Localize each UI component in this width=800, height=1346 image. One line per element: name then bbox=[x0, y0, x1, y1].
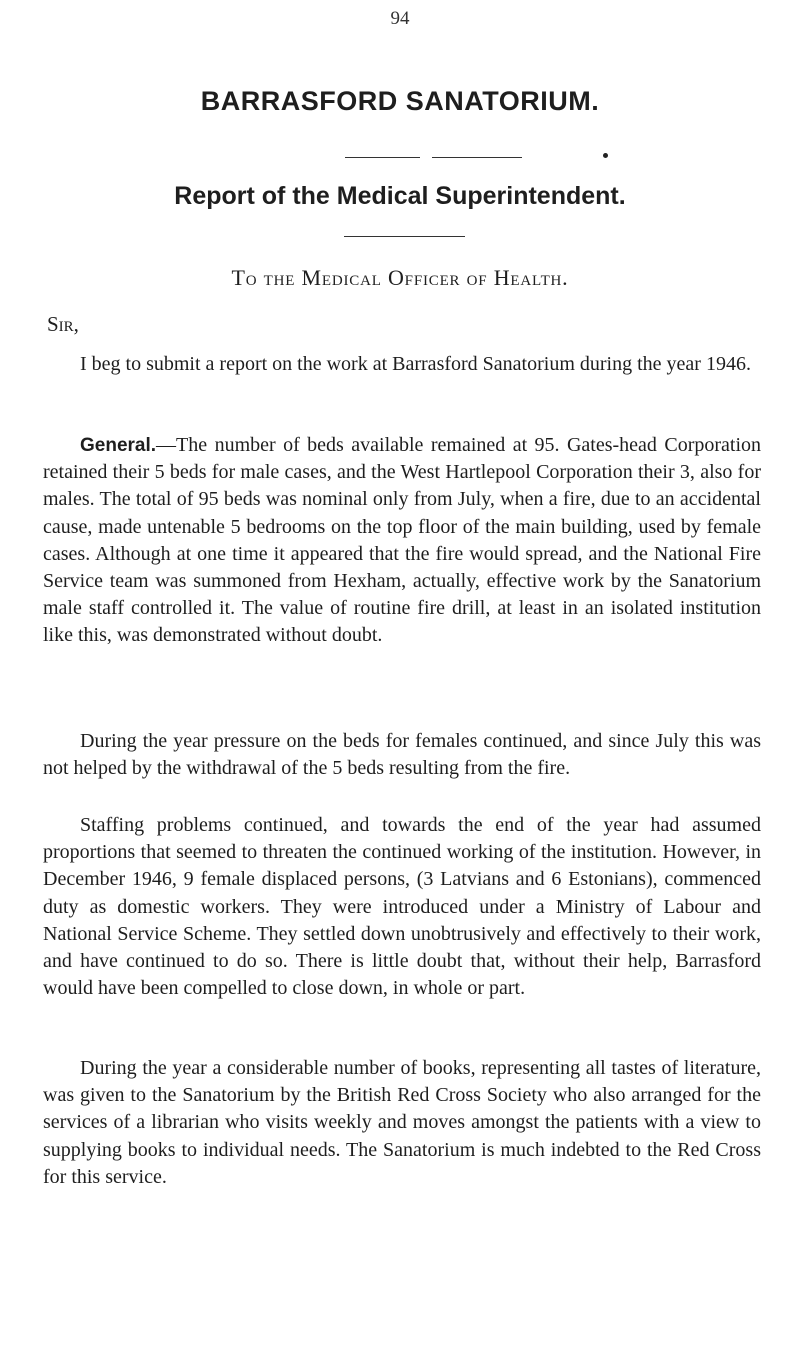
report-subtitle: Report of the Medical Superintendent. bbox=[174, 182, 626, 210]
divider-dot bbox=[603, 153, 608, 158]
page-number: 94 bbox=[390, 8, 410, 29]
title-divider bbox=[345, 157, 420, 158]
bed-pressure-paragraph: During the year pressure on the beds for females continued, and since July this was not helped by the withdrawal of the 5 beds resulting from the fire. bbox=[43, 730, 761, 780]
salutation: Sir, bbox=[47, 312, 79, 336]
general-body: —The number of beds available remained at 95. Gates-head Corporation retained their 5 beds for male cases, and the West Hartlepool Corporation their 3, also for males. The total of 95 beds was nominal only from July, when a fire, due to an accidental cause, made untenable 5 bedrooms on the top floor of the main building, used by female cases. Although at one time it appeared that the fire would spread, and the National Fire Service team was summoned from Hexham, actually, effective work by the Sanatorium male staff controlled it. The value of routine fire drill, at least in an isolated institution like this, was demonstrated without doubt. bbox=[43, 434, 761, 647]
general-paragraph bbox=[43, 432, 761, 650]
addressee-line: To the Medical Officer of Health. bbox=[231, 265, 569, 290]
document-title: BARRASFORD SANATORIUM. bbox=[200, 86, 600, 116]
intro-paragraph: I beg to submit a report on the work at Barrasford Sanatorium during the year 1946. bbox=[80, 353, 751, 375]
subtitle-divider bbox=[344, 236, 465, 237]
general-heading: General. bbox=[80, 435, 157, 456]
staffing-paragraph: Staffing problems continued, and towards the end of the year had assumed proportions that seemed to threaten the continued working of the institution. However, in December 1946, 9 female displaced persons, (3 Latvians and 6 Estonians), commenced duty as domestic workers. They were introduced under a Ministry of Labour and National Service Scheme. They settled down unobtrusively and effectively to their work, and have continued to do so. There is little doubt that, without their help, Barrasford would have been compelled to close down, in whole or part. bbox=[43, 814, 761, 1000]
books-paragraph: During the year a considerable number of books, representing all tastes of literature, was given to the Sanatorium by the British Red Cross Society who also arranged for the services of a librarian who visits weekly and moves amongst the patients with a view to supplying books to individual needs. The Sanatorium is much indebted to the Red Cross for this service. bbox=[43, 1057, 761, 1188]
title-divider-segment bbox=[432, 157, 522, 158]
